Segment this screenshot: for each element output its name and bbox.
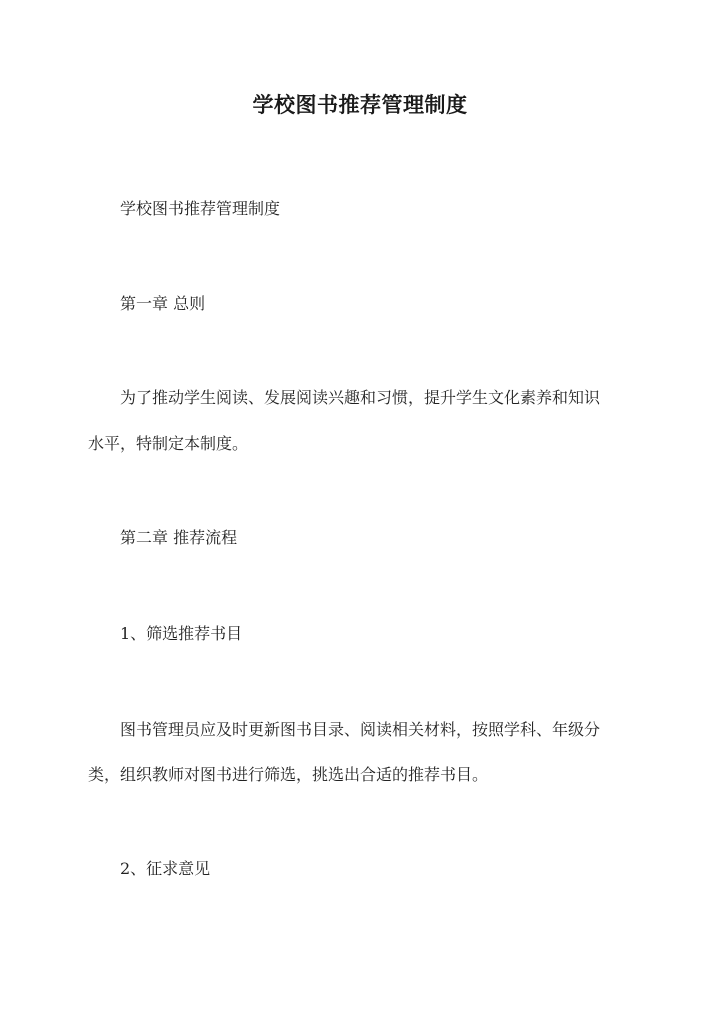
paragraph-1-line-2: 水平，特制定本制度。 xyxy=(88,434,249,453)
paragraph-2-line-2: 类，组织教师对图书进行筛选，挑选出合适的推荐书目。 xyxy=(88,765,489,784)
chapter-1-heading: 第一章 总则 xyxy=(120,294,206,313)
list-item-1: 1、筛选推荐书目 xyxy=(120,624,243,643)
chapter-2-heading: 第二章 推荐流程 xyxy=(120,528,238,547)
document-title: 学校图书推荐管理制度 xyxy=(252,92,468,117)
paragraph-2-line-1: 图书管理员应及时更新图书目录、阅读相关材料，按照学科、年级分 xyxy=(120,720,601,739)
document-subheading: 学校图书推荐管理制度 xyxy=(120,199,281,218)
paragraph-1-line-1: 为了推动学生阅读、发展阅读兴趣和习惯，提升学生文化素养和知识 xyxy=(120,388,601,407)
list-item-2: 2、征求意见 xyxy=(120,859,211,878)
